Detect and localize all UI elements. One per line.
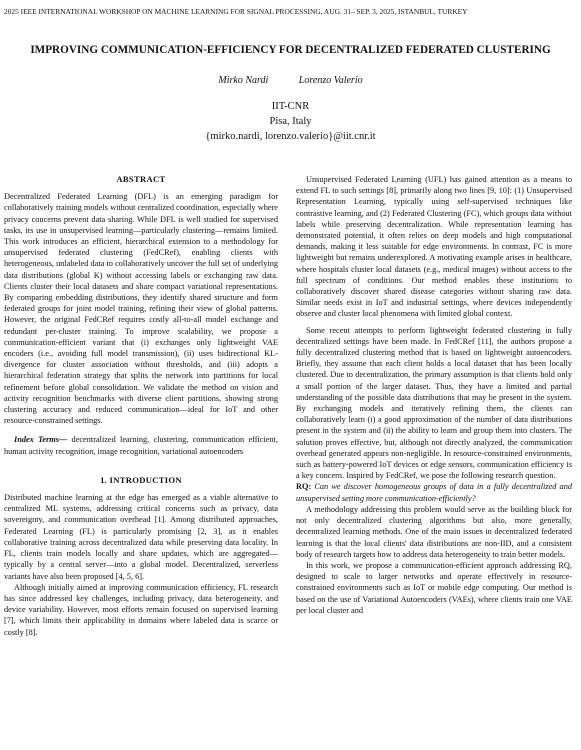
research-question (296, 481, 572, 503)
abstract-text: Decentralized Federated Learning (DFL) is an emerging paradigm for collaboratively training models without centralized coordination, especially where privacy concerns prevent data sharing. While DFL is well studied for supervised tasks, its use in unsupervised learning—particularly clustering—remains limited. This work introduces an efficient, hierarchical extension to a methodology for unsupervised federated clustering (FedCRef), enabling clients with heterogeneous, unlabeled data to collaboratively uncover the full set of underlying data distributions (global K) without accessing labels or exchanging raw data. Clients cluster their local datasets and share compact variational representations. By comparing embedding distributions, they identify shared structure and form federated groups for joint model training, refining their view of global patterns. However, the original FedCRef requires costly all-to-all model exchange and redundant per-cluster training. To improve scalability, we propose a communication-efficient variant that (i) exchanges only lightweight VAE encoders (i.e., avoiding full model transmission), (ii) uses bidirectional KL-divergence for cluster association without thresholds, and (iii) adopts a hierarchical federation strategy that splits the network into partitions for local refinement before global consolidation. We validate the method on vision and activity recognition benchmarks with diverse client partitions, showing strong clustering accuracy and reduced communication—ideal for IoT and other resource-constrained settings. (4, 192, 278, 426)
author-name: Mirko Nardi (218, 75, 269, 86)
affiliation-institution: IIT-CNR (271, 101, 310, 112)
paper-title: IMPROVING COMMUNICATION-EFFICIENCY FOR DECENTRALIZED FEDERATED CLUSTERING (30, 44, 551, 56)
introduction-heading: 1. INTRODUCTION (100, 474, 182, 485)
body-paragraph: Some recent attempts to perform lightweight federated clustering in fully decentralized settings have been made. In FedCRef [11], the authors propose a fully decentralized clustering method that is based on lightweight autoencoders. Briefly, they assume that each client holds a local dataset that has been locally clustered. Due to decentralization, the primary assumption is that clients hold only a small portion of the larger dataset. Thus, they have a limited and partial understanding of the possible data distributions that may be present in the system. By exchanging models and iteratively refining them, the clients can collaboratively learn (i) a good approximation of the number of data distributions present in the system and (ii) the ability to learn and group them into clusters. The solution proves effective, but, although not directly analyzed, the communication overhead generated appears non-negligible. In resource-constrained environments, such as battery-powered IoT devices or edge sensors, communication efficiency is a key concern. Inspired by FedCRef, we pose the following research question. (296, 325, 572, 481)
body-paragraph: A methodology addressing this problem would serve as the building block for not only decentralized clustering algorithms but also, more generally, decentralized learning methods. One of the main issues in decentralized federated learning is that the local clients' data distributions are non-IID, and a consistent body of research targets how to address data heterogeneity to train better models. (296, 504, 572, 559)
conference-header: 2025 IEEE INTERNATIONAL WORKSHOP ON MACHINE LEARNING FOR SIGNAL PROCESSING, AUG. 31– SEP. 3, 2025, ISTANBUL, TURKEY (4, 7, 468, 16)
intro-paragraph: Although initially aimed at improving communication efficiency, FL research has since addressed key challenges, including privacy, data heterogeneity, and device variability. However, most efforts remain focused on supervised learning [7], which limits their applicability in domains where labeled data is scarce or costly [8]. (4, 582, 278, 637)
body-paragraph: In this work, we propose a communication-efficient approach addressing RQ, designed to scale to larger networks and operate effectively in resource-constrained environments such as IoT or mobile edge computing. Our method is based on the use of Variational Autoencoders (VAEs), where clients train one VAE per local cluster and (296, 560, 572, 615)
author-name: Lorenzo Valerio (298, 75, 363, 86)
intro-paragraph: Distributed machine learning at the edge has emerged as a viable alternative to centralized ML systems, addressing critical concerns such as privacy, data sovereignty, and communication overhead [1]. Among distributed approaches, Federated Learning (FL) is particularly promising [2, 3], as it enables collaborative training across decentralized data while preserving data locality. In FL, clients train models locally and share updates, which are aggregated—typically by a central server—into a global model. Decentralized, serverless variants have also been proposed [4, 5, 6]. (4, 493, 278, 581)
research-question-label: RQ: (296, 482, 312, 492)
left-column (4, 174, 278, 638)
affiliation-emails: {mirko.nardi, lorenzo.valerio}@iit.cnr.it (205, 131, 376, 142)
index-terms-text: decentralized learning, clustering, communication efficient, human activity recognition, image recognition, variational autoencoders (4, 435, 279, 456)
index-terms (4, 434, 278, 456)
affiliation-location: Pisa, Italy (269, 116, 312, 127)
abstract-heading: ABSTRACT (116, 174, 166, 184)
author-list (0, 75, 581, 86)
right-column (296, 174, 572, 616)
index-terms-label: Index Terms— (14, 435, 68, 445)
body-paragraph: Unsupervised Federated Learning (UFL) has gained attention as a means to extend FL to such settings [8], primarily along two lines [9, 10]: (1) Unsupervised Representation Learning, typically using self-supervised techniques like contrastive learning, and (2) Federated Clustering (FC), which groups data without labels while preserving decentralization. While representation learning has demonstrated potential, it often relies on deep models and high computational demands, making it less suitable for edge environments. In contrast, FC is more lightweight but remains underexplored. A motivating example arises in healthcare, where hospitals cluster local datasets (e.g., medical images) without access to the full spectrum of conditions. Our method enables these institutions to collaboratively discover shared disease categories without sharing raw data. Similar needs exist in IoT and industrial settings, where devices independently observe and cluster local phenomena with limited global context. (296, 175, 572, 319)
research-question-text: Can we discover homogeneous groups of data in a fully decentralized and unsupervised setting more communication-efficiently? (296, 482, 572, 503)
